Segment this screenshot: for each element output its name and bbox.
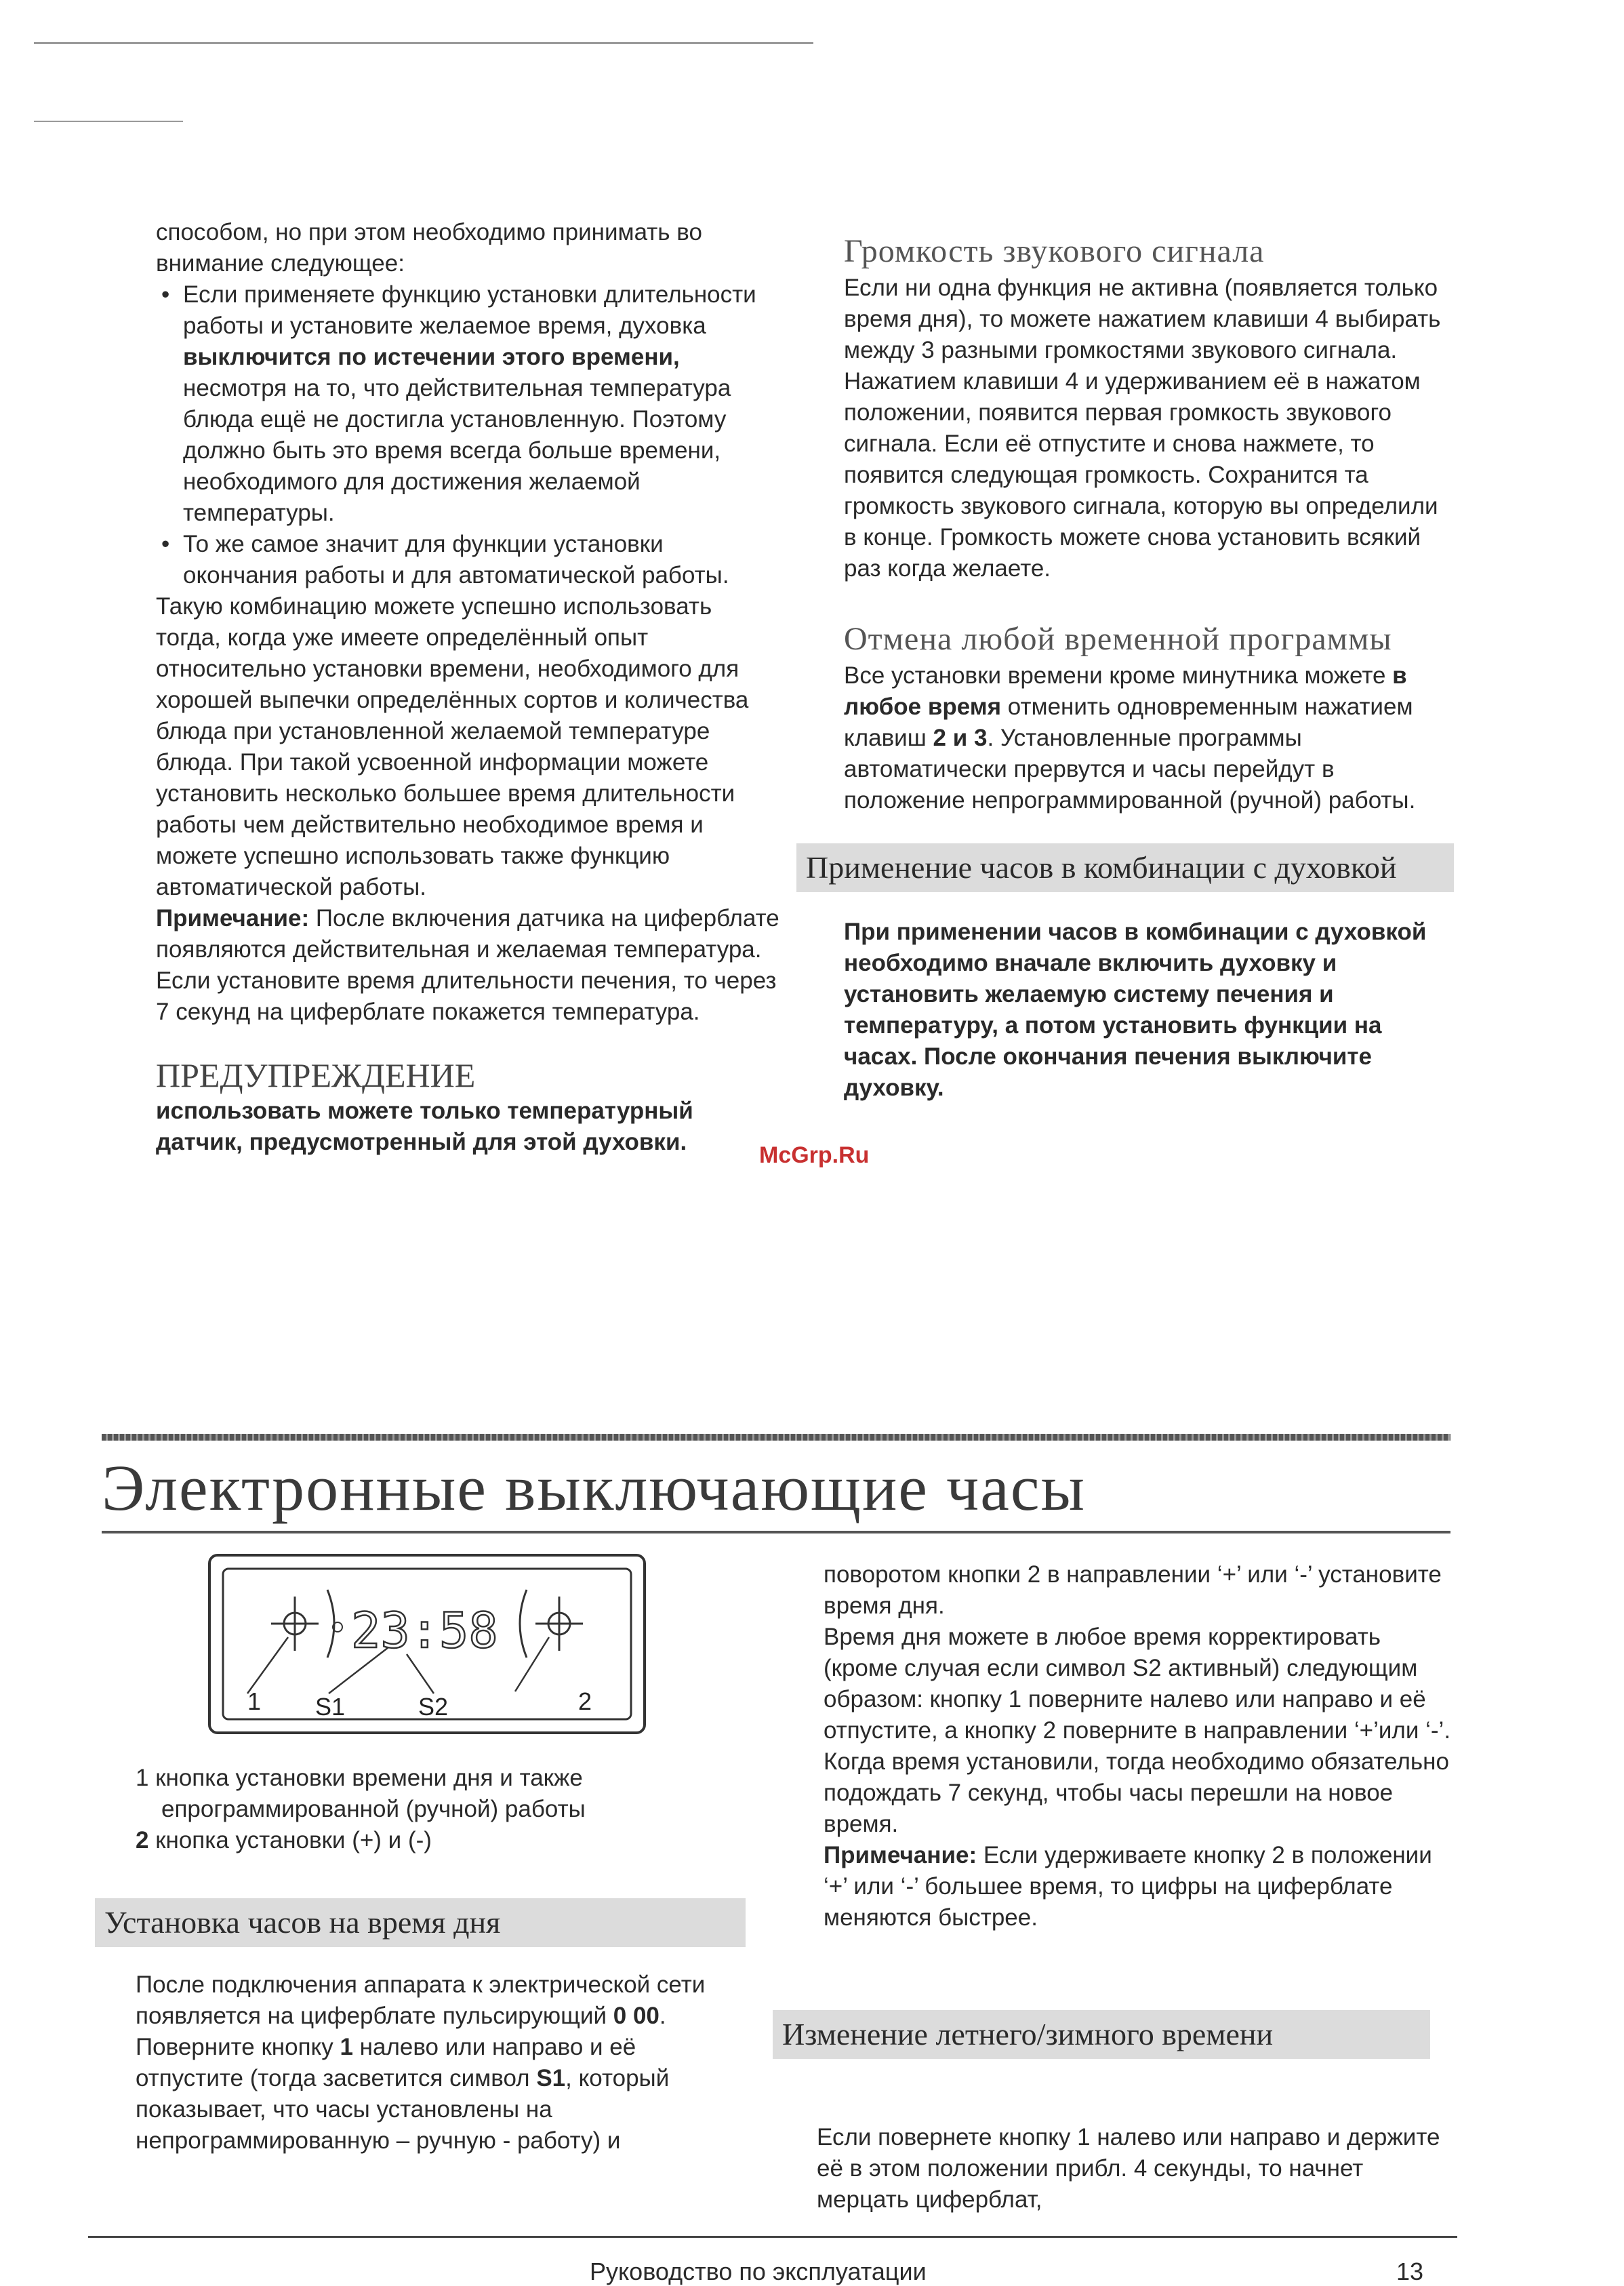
bullet-1-text-a: Если применяете функцию установки длительности работы и установите желаемое время, духовка xyxy=(183,281,756,339)
clock-section-header xyxy=(95,1898,746,1947)
note-label: Примечание: xyxy=(156,905,310,931)
cancel-bold: в любое время xyxy=(844,662,1407,720)
note-paragraph xyxy=(156,903,779,1028)
clock-text-c: налево или направо и её отпустите (тогда засветится символ xyxy=(136,2034,636,2091)
label-s1: S1 xyxy=(315,1693,346,1721)
warning-text: использовать можете только температурный датчик, предусмотренный для этой духовки. xyxy=(156,1098,693,1155)
clock-text-b: . Поверните кнопку xyxy=(136,2003,666,2060)
scan-line-top-2 xyxy=(34,121,183,122)
bullet-item-1 xyxy=(156,279,779,529)
combo-text: При применении часов в комбинации с духовкой необходимо вначале включить духовку и установить желаемую систему печения и температуру, а потом установить функции на часах. После окончания печения выключите духовку. xyxy=(844,919,1427,1101)
clock-section-paragraph xyxy=(136,1969,746,2157)
right-note-text: Если удерживаете кнопку 2 в положении ‘+’ или ‘-’ большее время, то цифры на циферблате меняются быстрее. xyxy=(824,1842,1432,1931)
dst-section-header xyxy=(773,2010,1430,2059)
footer-rule xyxy=(88,2236,1457,2238)
title-rule-top xyxy=(102,1434,1450,1441)
volume-text: Если ни одна функция не активна (появляется только время дня), то можете нажатием клавиши 4 выбирать между 3 разными громкостями звукового сигнала. Нажатием клавиши 4 и удерживанием её в нажатом положении, появится первая громкость звукового сигнала. Если её отпустите и снова нажмете, то появится следующая громкость. Сохранится та громкость звукового сигнала, которую вы определили в конце. Громкость можете снова установить всякий раз когда желаете. xyxy=(844,275,1441,582)
left-column xyxy=(156,217,779,1158)
clock-text-a: После подключения аппарата к электрической сети появляется на циферблате пульсирующий xyxy=(136,1971,706,2029)
legend-item-1 xyxy=(136,1763,746,1825)
display-digits: 23:58 xyxy=(351,1602,498,1659)
watermark: McGrp.Ru xyxy=(759,1142,870,1168)
legend-item-1-text: кнопка установки времени дня и также епрограммированной (ручной) работы xyxy=(148,1765,586,1822)
pointer-line-1 xyxy=(247,1637,288,1693)
scan-line-top xyxy=(34,42,813,44)
legend-item-2 xyxy=(136,1825,746,1856)
clock-text-bold-1: 0 00 xyxy=(613,2003,659,2029)
dst-title: Изменение летнего/зимного времени xyxy=(773,2010,1430,2059)
pointer-line-2 xyxy=(515,1637,549,1691)
right-lower-column xyxy=(824,1559,1454,1933)
right-column xyxy=(806,230,1454,1104)
cancel-keys: 2 и 3 xyxy=(933,725,988,751)
combo-title: Применение часов в комбинации с духовкой xyxy=(796,843,1454,892)
label-s2: S2 xyxy=(418,1693,449,1721)
title-rule-bottom xyxy=(102,1531,1450,1533)
intro-text: способом, но при этом необходимо принимать во внимание следующее: xyxy=(156,219,702,277)
label-1: 1 xyxy=(247,1687,262,1715)
footer-text: Руководство по эксплуатации xyxy=(590,2258,927,2285)
dst-text: Если повернете кнопку 1 налево или направо и держите её в этом положении прибл. 4 секунды, то начнет мерцать циферблат, xyxy=(817,2124,1440,2213)
right-note xyxy=(824,1840,1454,1933)
combination-paragraph: Такую комбинацию можете успешно использовать тогда, когда уже имеете определённый опыт относительно установки времени, необходимого для хорошей выпечки определённых сортов и количества блюда при установленной желаемой температуре блюда. При такой усвоенной информации можете установить несколько большее время длительности работы чем действительно необходимое время и можете успешно использовать также функцию автоматической работы. xyxy=(156,593,749,900)
right-note-label: Примечание: xyxy=(824,1842,977,1868)
page-title: Электронные выключающие часы xyxy=(102,1451,1086,1524)
label-2: 2 xyxy=(578,1687,592,1715)
correct-text: Время дня можете в любое время корректировать (кроме случая если символ S2 активный) следующим образом: кнопку 1 поверните налево или направо и её отпустите, а кнопку 2 поверните в направлении ‘+’или ‘-’. Когда время установили, тогда необходимо обязательно подождать 7 секунд, чтобы часы перешли на новое время. xyxy=(824,1624,1451,1837)
clock-text-bold-2: 1 xyxy=(340,2034,353,2060)
cancel-text-b: отменить одновременным нажатием клавиш xyxy=(844,694,1413,751)
knob-2-icon xyxy=(520,1590,583,1658)
clock-diagram xyxy=(207,1552,647,1736)
page-number: 13 xyxy=(1396,2258,1424,2285)
rotate-text: поворотом кнопки 2 в направлении ‘+’ или ‘-’ установите время дня. xyxy=(824,1561,1442,1619)
clock-section-title: Установка часов на время дня xyxy=(95,1898,746,1947)
diagram-legend xyxy=(136,1763,746,1856)
cancel-title: Отмена любой временной программы xyxy=(844,621,1392,657)
clock-section-text xyxy=(136,1969,746,2157)
bullet-2-text: То же самое значит для функции установки окончания работы и для автоматической работы. xyxy=(183,531,729,588)
bullet-icon: • xyxy=(161,281,170,308)
clock-text-d: , который показывает, что часы установлены на непрограммированную – ручную - работу) и xyxy=(136,2065,670,2154)
bullet-1-text-b: несмотря на то, что действительная температура блюда ещё не достигла установленную. Поэтому должно быть это время всегда больше времени, необходимого для достижения желаемой температуры. xyxy=(183,375,731,526)
volume-title: Громкость звукового сигнала xyxy=(844,233,1265,269)
clock-text-bold-3: S1 xyxy=(536,2065,566,2091)
cancel-text xyxy=(844,660,1454,816)
bullet-icon: • xyxy=(161,531,170,557)
legend-item-2-num: 2 xyxy=(136,1827,149,1853)
warning-title: ПРЕДУПРЕЖДЕНИЕ xyxy=(156,1056,476,1094)
legend-item-2-text: кнопка установки (+) и (-) xyxy=(148,1827,432,1853)
pointer-line-s2 xyxy=(407,1654,434,1693)
cancel-text-a: Все установки времени кроме минутника можете xyxy=(844,662,1393,689)
bullet-item-2 xyxy=(156,529,779,591)
cancel-text-c: . Установленные программы автоматически прервутся и часы перейдут в положение непрограммированной (ручной) работы. xyxy=(844,725,1416,814)
bullet-1-bold: выключится по истечении этого времени, xyxy=(183,344,680,370)
legend-item-1-num: 1 xyxy=(136,1765,149,1791)
note-text: После включения датчика на циферблате появляются действительная и желаемая температура. Если установите время длительности печения, то через 7 секунд на циферблате покажется температура. xyxy=(156,905,779,1025)
